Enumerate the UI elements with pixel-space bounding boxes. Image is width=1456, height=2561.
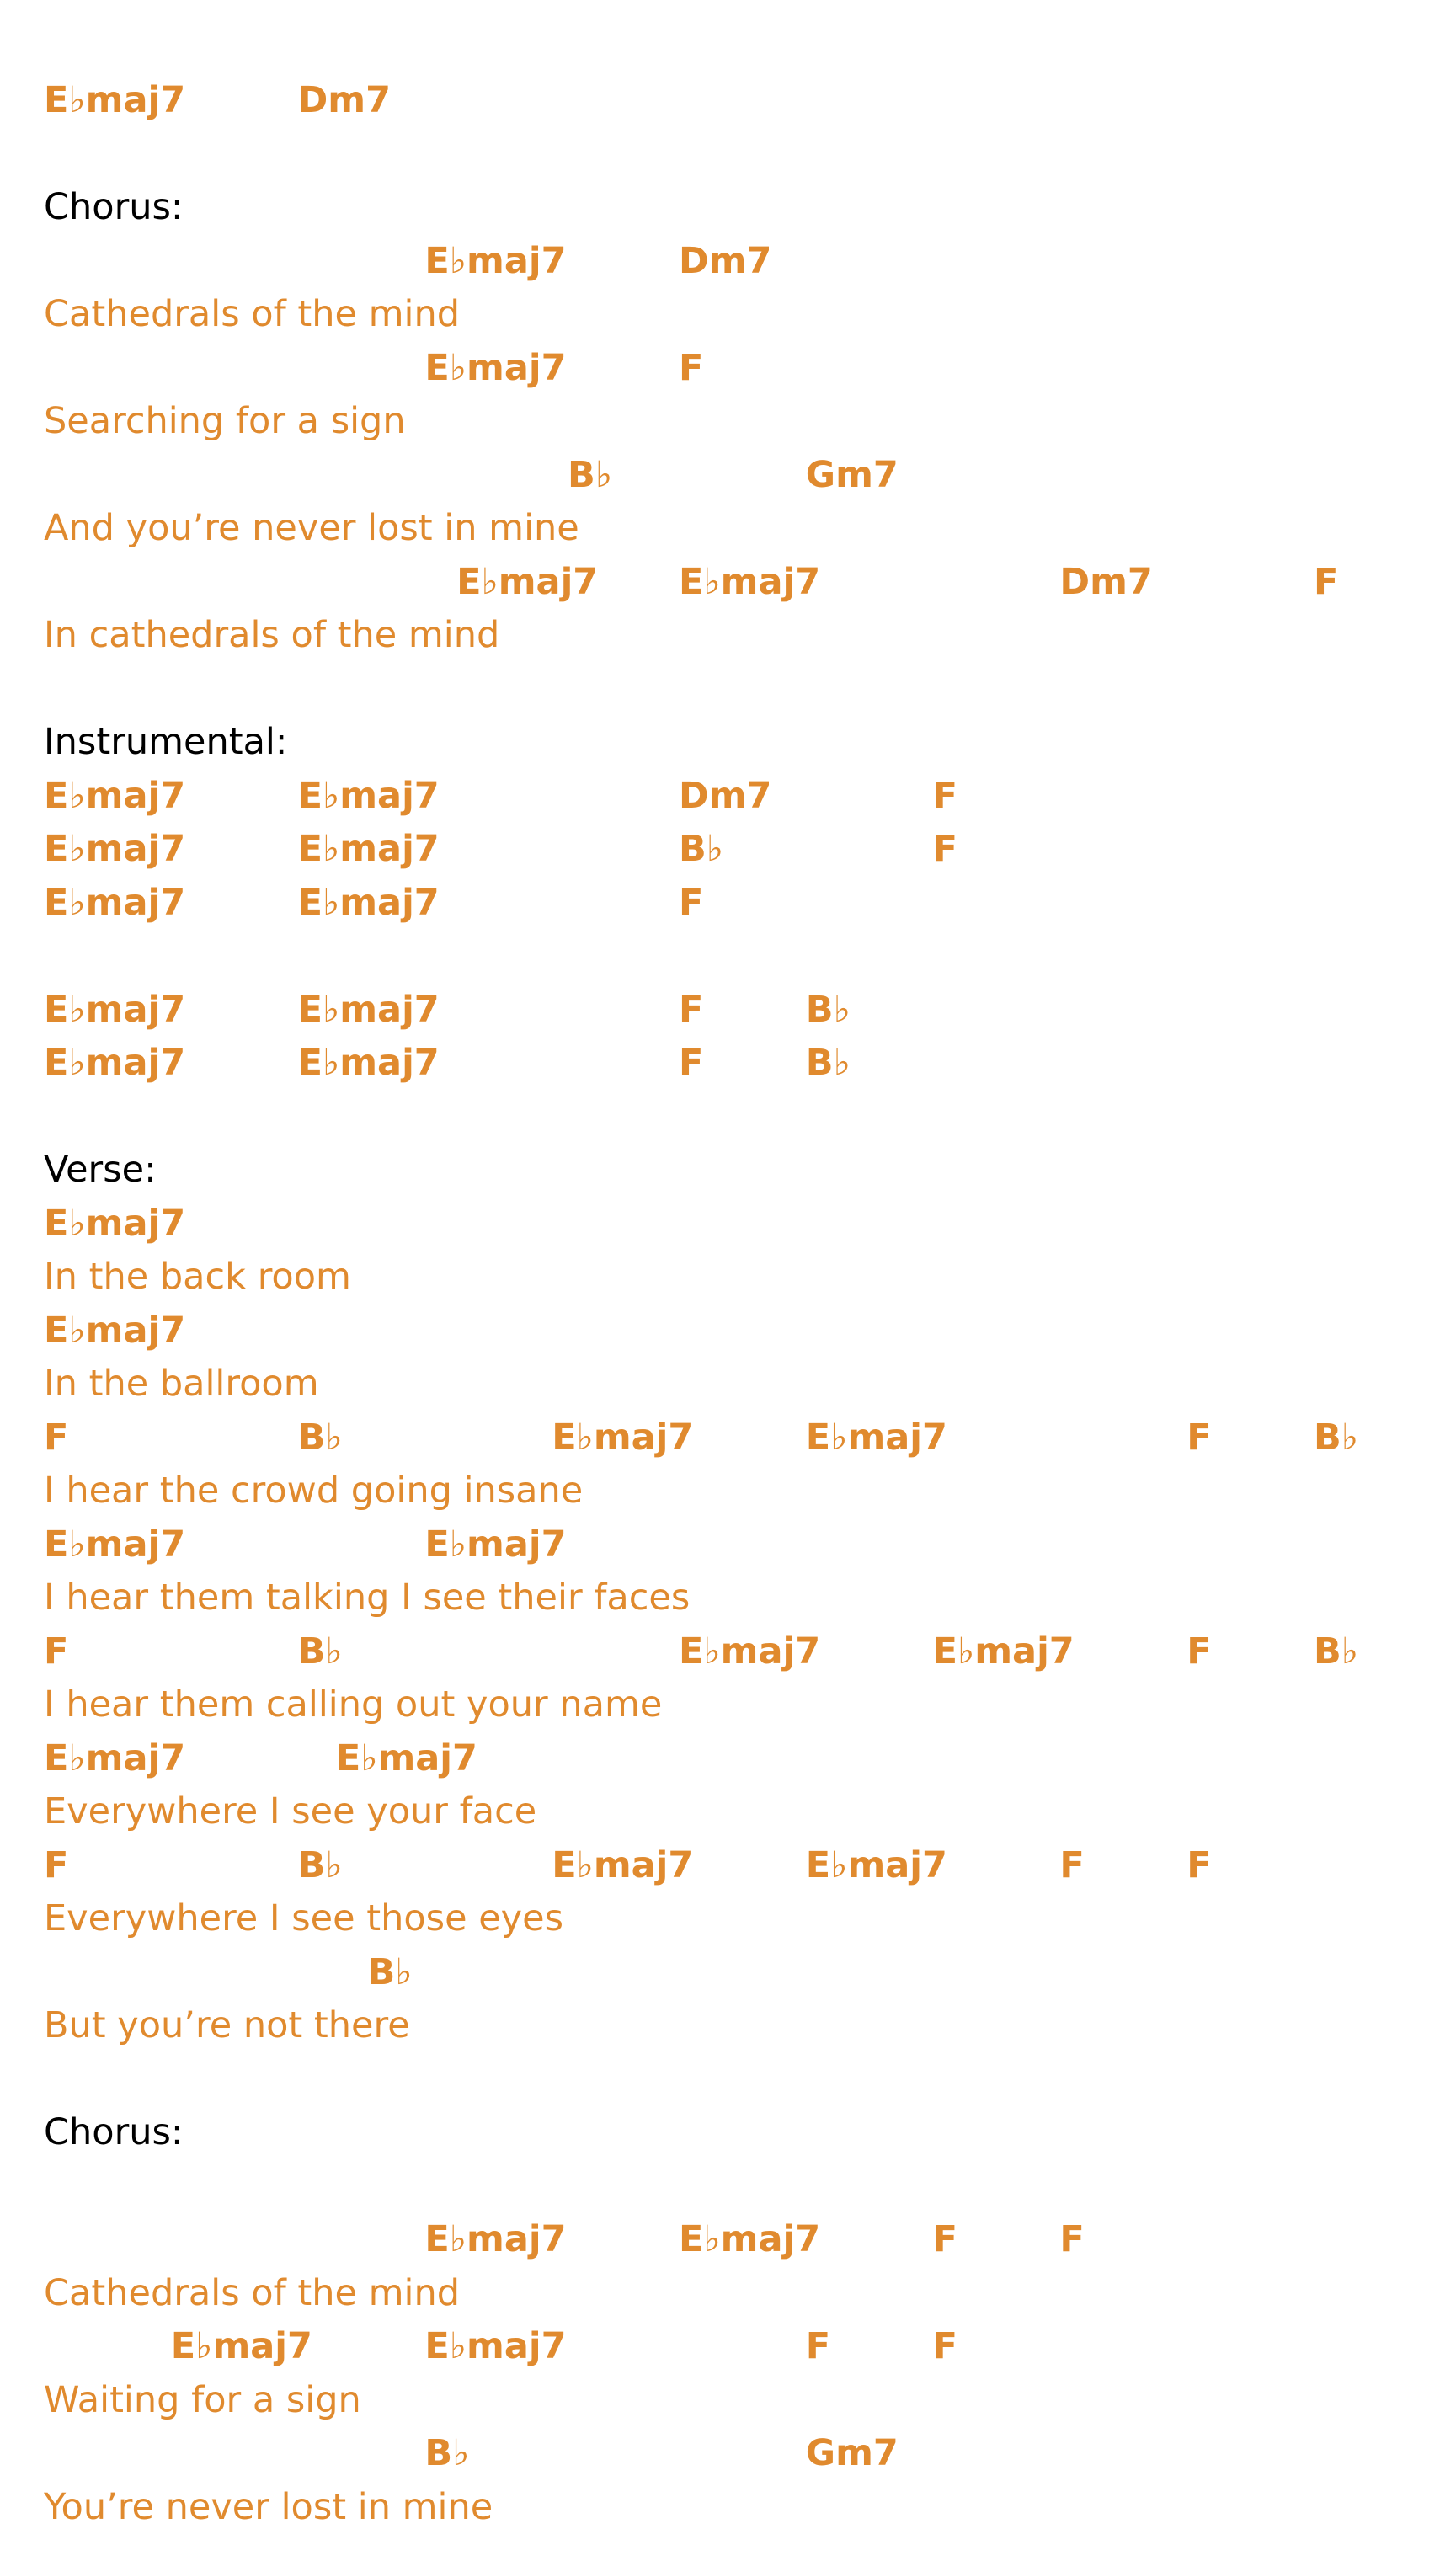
chord: F <box>1187 1630 1212 1673</box>
chord: E♭maj7 <box>44 1309 186 1352</box>
chord: E♭maj7 <box>805 1416 947 1459</box>
chord: Dm7 <box>679 239 772 282</box>
chord-line <box>44 984 1422 1038</box>
chord: F <box>932 828 957 870</box>
chord: E♭maj7 <box>679 1630 821 1673</box>
chord: F <box>932 2325 957 2367</box>
lyric-line: Cathedrals of the mind <box>44 2271 461 2314</box>
chord-line <box>44 877 1422 931</box>
chord: F <box>679 346 704 389</box>
chord: E♭maj7 <box>932 1630 1075 1673</box>
chord-line <box>44 1839 1422 1893</box>
chord-sheet <box>44 74 1422 2534</box>
lyric-line: But you’re not there <box>44 2004 410 2046</box>
chord: E♭maj7 <box>44 1202 186 1245</box>
lyric-line: Cathedrals of the mind <box>44 293 461 335</box>
chord: B♭ <box>1314 1630 1359 1673</box>
chord: F <box>932 774 957 817</box>
chord: B♭ <box>568 453 613 496</box>
chord: F <box>679 988 704 1031</box>
chord-line <box>44 1946 1422 2000</box>
chord: Gm7 <box>805 2432 899 2474</box>
chord: E♭maj7 <box>44 1523 186 1566</box>
chord: B♭ <box>805 988 851 1031</box>
chord-line <box>44 1037 1422 1091</box>
chord: F <box>1314 560 1339 603</box>
chord: E♭maj7 <box>424 239 567 282</box>
lyric-line: You’re never lost in mine <box>44 2485 493 2528</box>
chord: F <box>679 1042 704 1084</box>
chord: E♭maj7 <box>805 1843 947 1886</box>
chord: B♭ <box>297 1416 343 1459</box>
chord: E♭maj7 <box>297 881 440 924</box>
chord: Dm7 <box>679 774 772 817</box>
lyric-line: Everywhere I see those eyes <box>44 1897 563 1939</box>
chord: E♭maj7 <box>456 560 599 603</box>
chord-line <box>44 1732 1422 1786</box>
chord: E♭maj7 <box>297 828 440 870</box>
chord: B♭ <box>297 1630 343 1673</box>
chord: E♭maj7 <box>44 1042 186 1084</box>
chord-line <box>44 1305 1422 1358</box>
chord: F <box>1187 1416 1212 1459</box>
chord: E♭maj7 <box>170 2325 312 2367</box>
chord: B♭ <box>805 1042 851 1084</box>
chord: B♭ <box>424 2432 470 2474</box>
chord-line <box>44 1518 1422 1572</box>
chord: E♭maj7 <box>44 79 186 121</box>
chord-line <box>44 823 1422 877</box>
chord-line <box>44 2427 1422 2481</box>
chord: Dm7 <box>297 79 392 121</box>
chord: E♭maj7 <box>44 988 186 1031</box>
chord: F <box>44 1416 69 1459</box>
lyric-line: Waiting for a sign <box>44 2378 361 2421</box>
chord: F <box>44 1843 69 1886</box>
lyric-line: And you’re never lost in mine <box>44 507 579 549</box>
chord-line <box>44 235 1422 289</box>
section-heading: Verse: <box>44 1149 157 1191</box>
blank-line <box>44 1091 1422 1144</box>
chord: E♭maj7 <box>424 346 567 389</box>
section-heading: Chorus: <box>44 186 184 228</box>
chord: E♭maj7 <box>44 881 186 924</box>
chord: B♭ <box>297 1843 343 1886</box>
lyric-line: Searching for a sign <box>44 400 406 442</box>
chord: F <box>44 1630 69 1673</box>
chord: E♭maj7 <box>552 1843 694 1886</box>
chord-line <box>44 1411 1422 1465</box>
chord: E♭maj7 <box>679 560 821 603</box>
lyric-line: In cathedrals of the mind <box>44 614 500 656</box>
chord: F <box>1059 1843 1085 1886</box>
chord: B♭ <box>367 1950 413 1993</box>
chord: E♭maj7 <box>44 1737 186 1779</box>
chord: E♭maj7 <box>297 1042 440 1084</box>
chord-line <box>44 2320 1422 2374</box>
chord: E♭maj7 <box>297 774 440 817</box>
blank-line <box>44 930 1422 984</box>
lyric-line: I hear them talking I see their faces <box>44 1577 691 1619</box>
chord: Dm7 <box>1059 560 1153 603</box>
chord: E♭maj7 <box>424 2325 567 2367</box>
chord-line <box>44 74 1422 128</box>
lyric-line: I hear the crowd going insane <box>44 1470 584 1512</box>
lyric-line: In the ballroom <box>44 1363 319 1405</box>
chord: B♭ <box>679 828 724 870</box>
chord: E♭maj7 <box>335 1737 477 1779</box>
chord: F <box>805 2325 831 2367</box>
section-heading: Instrumental: <box>44 721 288 763</box>
blank-line <box>44 128 1422 182</box>
lyric-line: In the back room <box>44 1256 351 1298</box>
lyric-line: I hear them calling out your name <box>44 1683 663 1726</box>
chord: F <box>679 881 704 924</box>
chord: E♭maj7 <box>552 1416 694 1459</box>
section-heading: Chorus: <box>44 2111 184 2153</box>
chord: E♭maj7 <box>424 2218 567 2260</box>
chord-line <box>44 342 1422 396</box>
chord-line <box>44 449 1422 503</box>
blank-line <box>44 663 1422 717</box>
chord-line <box>44 1198 1422 1251</box>
chord: E♭maj7 <box>44 774 186 817</box>
chord: F <box>932 2218 957 2260</box>
chord: E♭maj7 <box>44 828 186 870</box>
chord: B♭ <box>1314 1416 1359 1459</box>
chord-line <box>44 2213 1422 2267</box>
chord: E♭maj7 <box>424 1523 567 1566</box>
blank-line <box>44 2053 1422 2107</box>
blank-line <box>44 2160 1422 2214</box>
chord-line <box>44 556 1422 610</box>
chord: F <box>1059 2218 1085 2260</box>
chord: F <box>1187 1843 1212 1886</box>
lyric-line: Everywhere I see your face <box>44 1790 537 1833</box>
chord-line <box>44 770 1422 824</box>
chord: E♭maj7 <box>297 988 440 1031</box>
chord-line <box>44 1625 1422 1679</box>
chord: E♭maj7 <box>679 2218 821 2260</box>
chord: Gm7 <box>805 453 899 496</box>
